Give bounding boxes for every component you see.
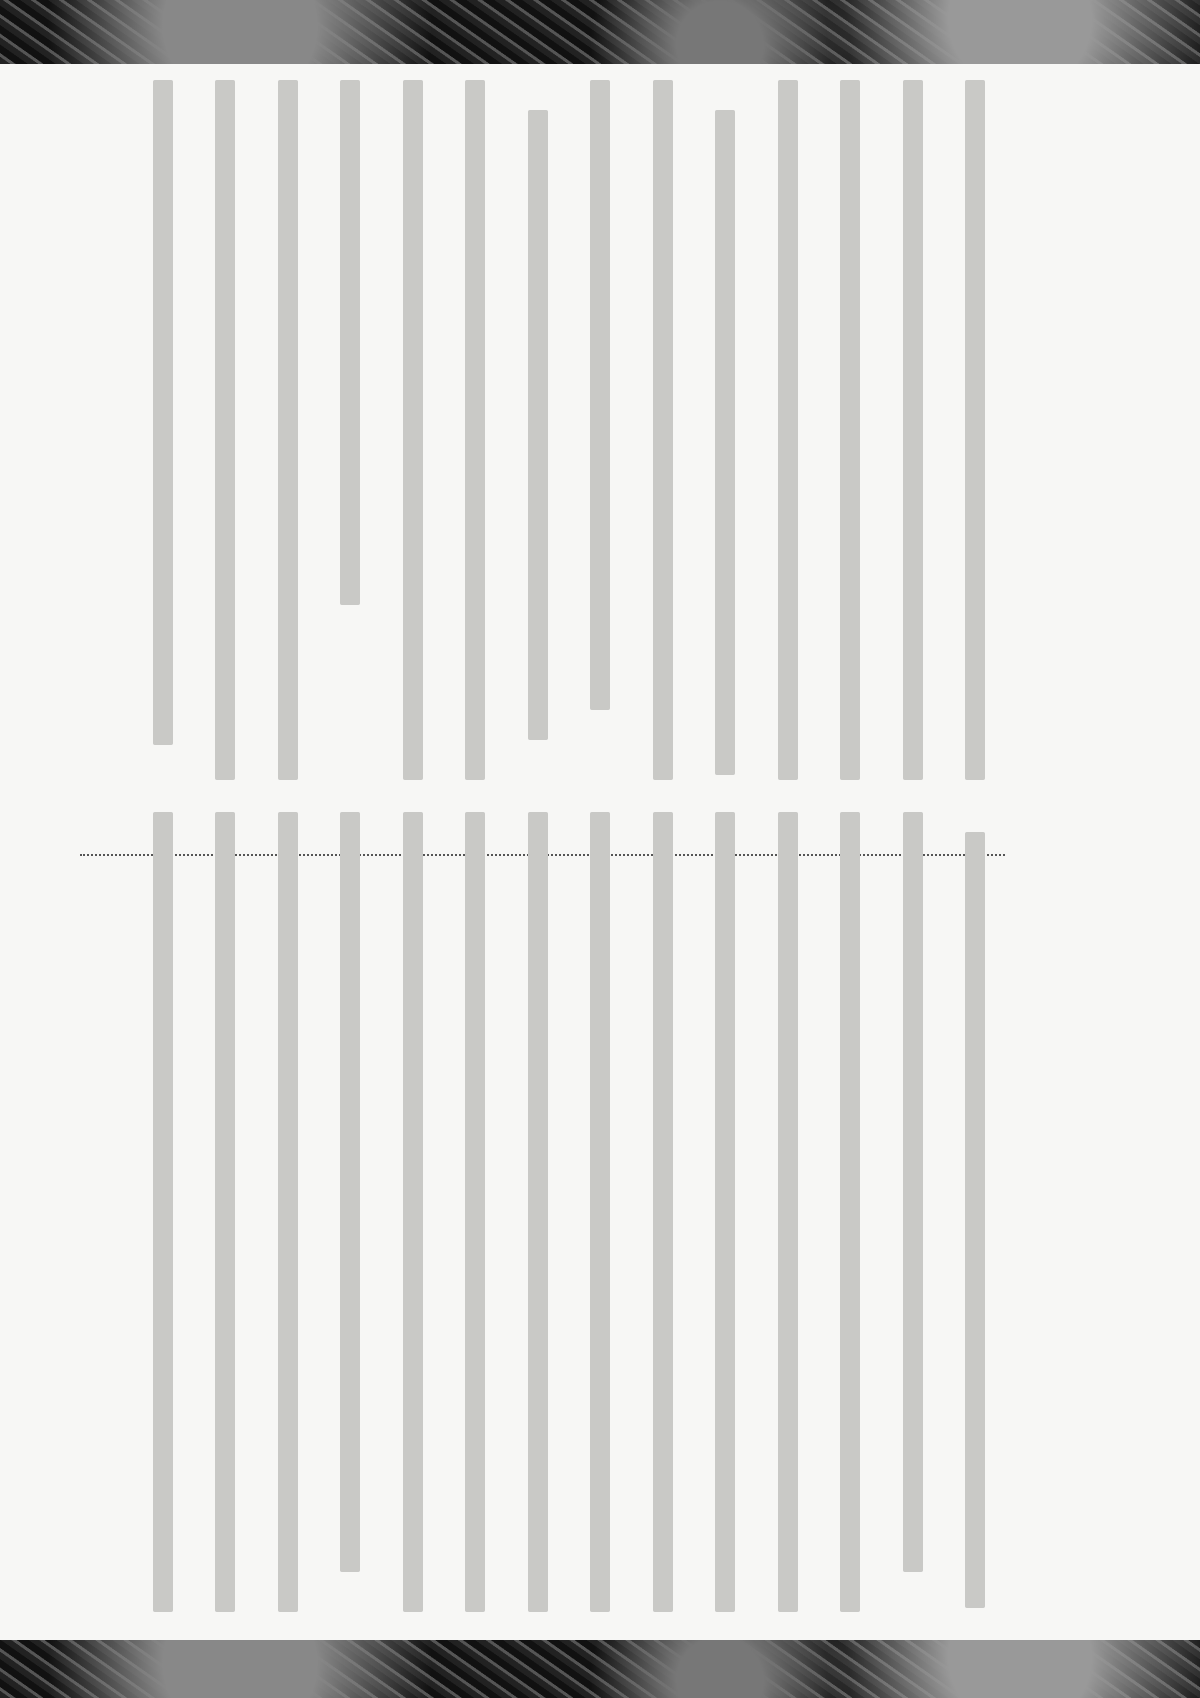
text-column-placeholder — [965, 832, 985, 1608]
text-column-placeholder — [403, 80, 423, 780]
text-column-placeholder — [465, 812, 485, 1612]
text-column-placeholder — [715, 812, 735, 1612]
text-block-bottom — [75, 812, 1005, 1632]
text-column-placeholder — [340, 80, 360, 605]
text-column-placeholder — [153, 812, 173, 1612]
decorative-border-top — [0, 0, 1200, 64]
text-column-placeholder — [528, 110, 548, 740]
text-block-top — [75, 80, 1005, 790]
text-column-placeholder — [528, 812, 548, 1612]
text-column-placeholder — [653, 812, 673, 1612]
text-column-placeholder — [840, 80, 860, 780]
text-column-placeholder — [403, 812, 423, 1612]
text-column-placeholder — [278, 80, 298, 780]
text-column-placeholder — [840, 812, 860, 1612]
text-column-placeholder — [903, 812, 923, 1572]
text-column-placeholder — [278, 812, 298, 1612]
text-column-placeholder — [778, 80, 798, 780]
text-column-placeholder — [715, 110, 735, 775]
text-column-placeholder — [465, 80, 485, 780]
text-column-placeholder — [965, 80, 985, 780]
text-column-placeholder — [903, 80, 923, 780]
text-column-placeholder — [778, 812, 798, 1612]
text-column-placeholder — [590, 80, 610, 710]
text-column-placeholder — [215, 80, 235, 780]
text-column-placeholder — [590, 812, 610, 1612]
text-column-placeholder — [340, 812, 360, 1572]
text-column-placeholder — [653, 80, 673, 780]
text-column-placeholder — [153, 80, 173, 745]
decorative-border-bottom — [0, 1640, 1200, 1698]
text-column-placeholder — [215, 812, 235, 1612]
